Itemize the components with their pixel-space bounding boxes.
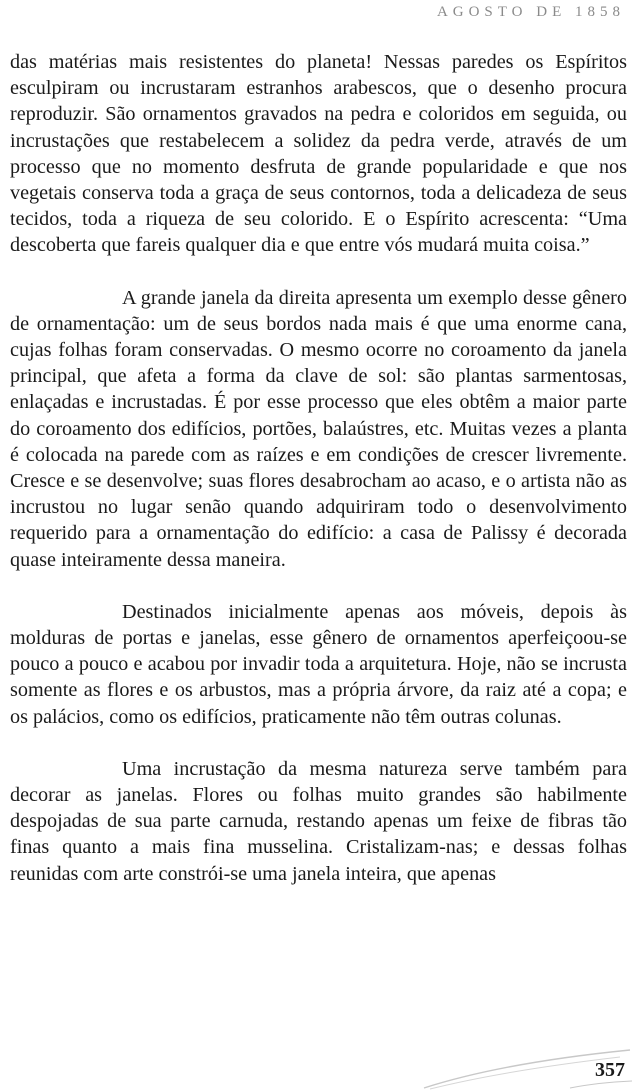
paragraph: Uma incrustação da mesma natureza serve também para decorar as janelas. Flores ou folhas muito grandes são habilmente despojadas de sua parte carnuda, restando apenas um feixe de fibras tão finas quanto a mais fina musselina. Cristalizam-nas; e dessas folhas reunidas com arte constrói-se uma janela inteira, que apenas	[10, 757, 627, 885]
paragraph-continuation: das matérias mais resistentes do planeta! Nessas paredes os Espíritos esculpiram ou incrustaram estranhos arabescos, que o desenho procura reproduzir. São ornamentos gravados na pedra e coloridos em seguida, ou incrustações que restabelecem a solidez da pedra verde, através de um processo que no momento desfruta de grande popularidade e que nos vegetais conserva toda a graça de seus contornos, toda a delicadeza de seus tecidos, toda a riqueza de seu colorido. E o Espírito acrescenta: “Uma descoberta que fareis qualquer dia e que entre vós mudará muita coisa.”	[10, 51, 627, 257]
page-body	[10, 49, 627, 887]
running-header: AGOSTO DE 1858	[436, 4, 625, 20]
paragraph: A grande janela da direita apresenta um exemplo desse gênero de ornamentação: um de seus bordos nada mais é que uma enorme cana, cujas folhas foram conservadas. O mesmo ocorre no coroamento da janela principal, que afeta a forma da clave de sol: são plantas sarmentosas, enlaçadas e incrustadas. É por esse processo que eles obtêm a maior parte do coroamento dos edifícios, portões, balaústres, etc. Muitas vezes a planta é colocada na parede com as raízes e em condições de crescer livremente. Cresce e se desenvolve; suas flores desabrocham ao acaso, e o artista não as incrustou no lugar senão quando adquiriram todo o desenvolvimento requerido para a ornamentação do edifício: a casa de Palissy é decorada quase inteiramente dessa maneira.	[10, 286, 627, 571]
page-number: 357	[595, 1059, 625, 1081]
page-footer	[0, 1040, 633, 1091]
paragraph: Destinados inicialmente apenas aos móveis, depois às molduras de portas e janelas, esse gênero de ornamentos aperfeiçoou-se pouco a pouco e acabou por invadir toda a arquitetura. Hoje, não se incrusta somente as flores e os arbustos, mas a própria árvore, da raiz até a copa; e os palácios, como os edifícios, praticamente não têm outras colunas.	[10, 600, 627, 728]
